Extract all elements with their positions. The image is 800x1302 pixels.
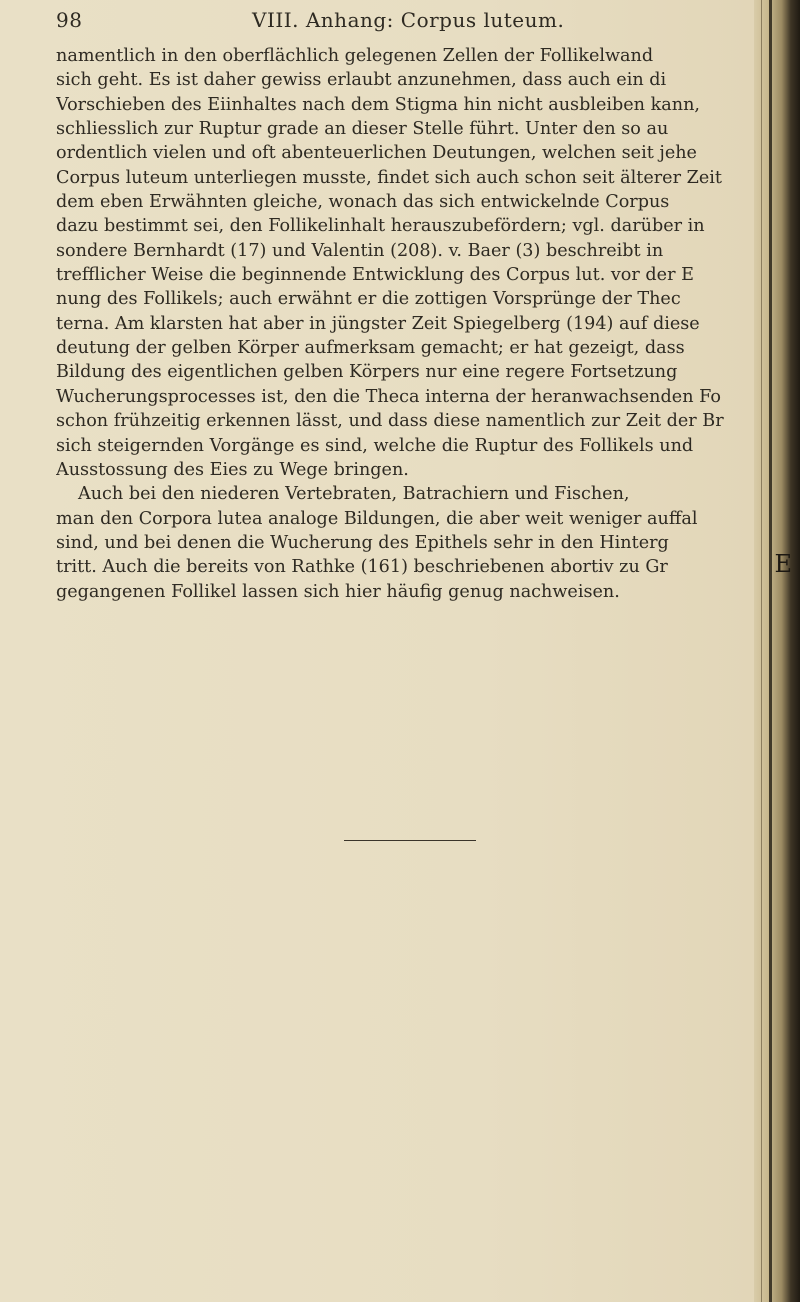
text-line: man den Corpora lutea analoge Bildungen, die aber weit weniger auffal <box>56 508 698 529</box>
text-line: trefflicher Weise die beginnende Entwicklung des Corpus lut. vor der E <box>56 265 694 286</box>
text-line: sind, und bei denen die Wucherung des Epithels sehr in den Hinterg <box>56 532 669 553</box>
text-line: ordentlich vielen und oft abenteuerlichen Deutungen, welchen seit jehe <box>56 143 697 164</box>
text-line: Auch bei den niederen Vertebraten, Batrachiern und Fischen, <box>78 484 630 505</box>
section-rule <box>344 840 476 841</box>
text-line: Wucherungsprocesses ist, den die Theca interna der heranwachsenden Fo <box>56 386 721 407</box>
running-head: VIII. Anhang: Corpus luteum. <box>252 8 565 32</box>
text-line: schliesslich zur Ruptur grade an dieser Stelle führt. Unter den so au <box>56 119 669 140</box>
text-line: nung des Follikels; auch erwähnt er die zottigen Vorsprünge der Thec <box>56 289 681 310</box>
page-number: 98 <box>56 8 83 32</box>
text-line: sich steigernden Vorgänge es sind, welche die Ruptur des Follikels und <box>56 435 694 456</box>
text-line: dem eben Erwähnten gleiche, wonach das sich entwickelnde Corpus <box>56 192 670 213</box>
text-line: sondere Bernhardt (17) und Valentin (208). v. Baer (3) beschreibt in <box>56 240 664 261</box>
text-line: Vorschieben des Eiinhaltes nach dem Stigma hin nicht ausbleiben kann, <box>56 94 701 115</box>
text-line: terna. Am klarsten hat aber in jüngster Zeit Spiegelberg (194) auf diese <box>56 313 700 334</box>
text-line: Bildung des eigentlichen gelben Körpers nur eine regere Fortsetzung <box>56 362 678 383</box>
text-line: deutung der gelben Körper aufmerksam gemacht; er hat gezeigt, dass <box>56 338 685 359</box>
page-header <box>56 8 746 38</box>
text-line: Ausstossung des Eies zu Wege bringen. <box>56 459 409 480</box>
gutter-edge-line <box>761 0 762 1302</box>
text-line: sich geht. Es ist daher gewiss erlaubt anzunehmen, dass auch ein di <box>56 70 667 91</box>
text-line: tritt. Auch die bereits von Rathke (161) beschriebenen abortiv zu Gr <box>56 557 668 578</box>
text-line: schon frühzeitig erkennen lässt, und dass diese namentlich zur Zeit der Br <box>56 411 724 432</box>
body-text <box>56 44 756 604</box>
text-line: Corpus luteum unterliegen musste, findet sich auch schon seit älterer Zeit <box>56 167 722 188</box>
text-line: gegangenen Follikel lassen sich hier häufig genug nachweisen. <box>56 581 620 602</box>
margin-mark: E <box>774 550 792 578</box>
text-line: namentlich in den oberflächlich gelegenen Zellen der Follikelwand <box>56 46 654 66</box>
text-line: dazu bestimmt sei, den Follikelinhalt herauszubefördern; vgl. darüber in <box>56 216 705 237</box>
gutter-shadow-line <box>769 0 772 1302</box>
